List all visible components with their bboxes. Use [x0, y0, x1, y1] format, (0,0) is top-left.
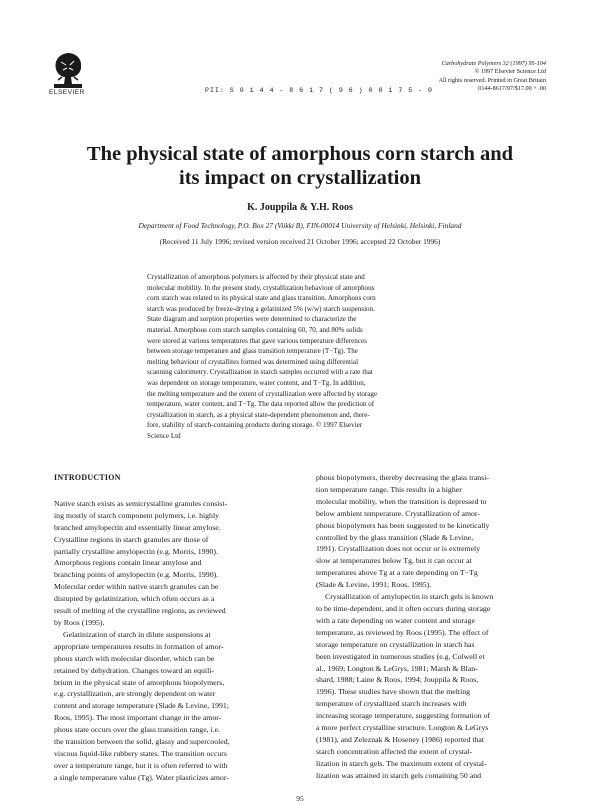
body-line: Gelatinization of starch in dilute suspensions at: [63, 629, 211, 639]
body-line: slow at temperatures below Tg, but it can occur at: [316, 556, 472, 566]
body-line: appropriate temperatures results in formation of amor-: [54, 641, 224, 651]
abstract-line: starch was produced by freeze-drying a gelatinized 5% (w/w) starch suspension.: [147, 304, 375, 313]
body-line: increasing storage temperature, suggesting formation of: [316, 711, 491, 721]
body-line: temperature, as reviewed by Roos (1995). The effect of: [316, 627, 489, 637]
body-line: Roos, 1995). The most important change in the amor-: [54, 713, 222, 723]
body-line: phous state occurs over the glass transition range, i.e.: [54, 725, 221, 735]
body-line: branching points of amylopectin (e.g. Morris, 1990).: [54, 570, 219, 580]
publisher-wordmark: ELSEVIER: [49, 89, 85, 96]
body-line: Crystalline regions in starch granules are those of: [54, 534, 209, 544]
body-line: 1991). Crystallization does not occur or is extremely: [316, 544, 481, 554]
body-line: a single temperature value (Tg). Water plasticizes amor-: [54, 772, 229, 782]
body-line: starch concentration affected the extent of crystal-: [316, 746, 473, 756]
body-line: lization was attained in starch gels containing 50 and: [316, 770, 481, 780]
abstract-line: fore, stability of starch-containing products during storage. © 1997 Elsevier: [147, 421, 363, 430]
abstract-line: Science Ltd: [147, 431, 181, 440]
abstract-line: molecular mobility. In the present study, crystallization behaviour of amorphous: [147, 283, 375, 292]
body-line: with a rate depending on water content and storage: [316, 615, 475, 625]
body-line: retained by dehydration. Changes toward an equili-: [54, 665, 215, 675]
abstract-line: the melting temperature and the extent of crystallization were affected by storage: [147, 389, 378, 398]
body-line: shard, 1988; Laine & Roos, 1994; Jouppila & Roos,: [316, 675, 479, 685]
abstract-line: were stored at various temperatures that gave various temperature differences: [147, 336, 367, 345]
body-line: storage temperature on crystallization in starch has: [316, 639, 475, 649]
abstract-line: between storage temperature and glass transition temperature (T−Tg). The: [147, 347, 358, 356]
abstract-line: melting behaviour of crystallites formed was determined using differential: [147, 357, 359, 366]
body-line: phous starch with molecular disorder, which can be: [54, 653, 215, 663]
body-line: to be time-dependent, and it often occurs during storage: [316, 603, 491, 613]
body-line: 1996). These studies have shown that the melting: [316, 687, 471, 697]
body-line: Amorphous regions contain linear amylose and: [54, 558, 202, 568]
body-line: the transition between the solid, glassy and supercooled,: [54, 737, 230, 747]
article-title: [40, 142, 560, 190]
body-line: temperatures above Tg at a rate depending on T−Tg: [316, 568, 478, 578]
rights-line: All rights reserved. Printed in Great Britain: [438, 76, 546, 84]
body-line: molecular mobility, when the transition is depressed to: [316, 496, 487, 506]
body-line: disrupted by gelatinization, which often occurs as a: [54, 594, 215, 604]
body-line: result of melting of the crystalline regions, as reviewed: [54, 606, 226, 616]
body-line: controlled by the glass transition (Slade & Levine,: [316, 532, 474, 542]
abstract-line: corn starch was related to its physical state and glass transition. Amorphous corn: [147, 294, 376, 303]
left-column: [54, 472, 294, 784]
pii-code: PII: S 0 1 4 4 - 8 6 1 7 ( 9 6 ) 0 0 1 7 5 - 0: [205, 87, 434, 94]
received-dates: (Received 11 July 1996; revised version received 21 October 1996; accepted 22 October 1996): [159, 237, 441, 246]
abstract: [147, 272, 453, 442]
abstract-line: temperature, water content, and T−Tg. The data reported allow the prediction of: [147, 400, 375, 409]
authors: K. Jouppila & Y.H. Roos: [247, 202, 353, 213]
abstract-line: scanning calorimetry. Crystallization in starch samples occurred with a rate that: [147, 368, 373, 377]
body-line: viscous liquid-like rubbery states. The transition occurs: [54, 748, 227, 758]
copyright-line: © 1997 Elsevier Science Ltd: [474, 68, 546, 76]
issn-line: 0144-8617/97/$17.00 + .00: [478, 84, 546, 92]
body-line: been investigated in numerous studies (e.g. Colwell et: [316, 651, 485, 661]
body-line: tion temperature range. This results in a higher: [316, 484, 462, 494]
elsevier-tree-logo-icon: [52, 50, 84, 90]
abstract-line: State diagram and sorption properties were determined to characterize the: [147, 315, 357, 324]
right-column: [316, 472, 556, 782]
title-line: The physical state of amorphous corn starch and: [86, 143, 514, 165]
body-line: (1981), and Zeleznak & Hoseney (1986) reported that: [316, 734, 485, 744]
body-line: brium in the physical state of amorphous biopolymers,: [54, 677, 225, 687]
journal-info: [376, 60, 546, 93]
body-line: branched amylopectin and essentially linear amylose.: [54, 522, 221, 532]
body-line: by Roos (1995).: [54, 617, 105, 627]
abstract-line: material. Amorphous corn starch samples containing 60, 70, and 80% solids: [147, 325, 363, 334]
body-line: content and storage temperature (Slade & Levine, 1991;: [54, 701, 229, 711]
body-line: a more perfect crystalline structure. Longton & LeGrys: [316, 723, 489, 733]
body-line: e.g. crystallization, are strongly dependent on water: [54, 689, 216, 699]
body-line: temperature of crystallized starch increases with: [316, 699, 467, 709]
body-line: al., 1969; Longton & LeGrys, 1981; Marsh & Blan-: [316, 663, 478, 673]
section-heading-introduction: INTRODUCTION: [54, 473, 121, 482]
body-line: (Slade & Levine, 1991; Roos, 1995).: [316, 580, 432, 590]
body-line: phous biopolymers has been suggested to be kinetically: [316, 520, 490, 530]
abstract-line: Crystallization of amorphous polymers is affected by their physical state and: [147, 273, 365, 281]
affiliation: Department of Food Technology, P.O. Box 27 (Viikki B), FIN-00014 University of Helsinki, Helsinki, Finland: [138, 221, 462, 230]
abstract-line: was dependent on storage temperature, water content, and T−Tg. In addition,: [147, 378, 366, 387]
body-line: phous biopolymers, thereby decreasing the glass transi-: [316, 473, 490, 482]
body-line: Molecular order within native starch granules can be: [54, 582, 219, 592]
body-line: Crystallization of amylopectin in starch gels is known: [325, 592, 494, 602]
title-line: its impact on crystallization: [179, 167, 421, 189]
body-line: over a temperature range, but it is often referred to with: [54, 760, 228, 770]
body-line: ing mostly of starch component polymers, i.e. highly: [54, 510, 220, 520]
body-line: below ambient temperature. Crystallization of amor-: [316, 508, 480, 518]
abstract-line: crystallization in starch, as a physical state-dependent phenomenon and, there-: [147, 410, 370, 419]
body-line: Native starch exists as semicrystalline granules consist-: [54, 498, 228, 508]
body-line: partially crystalline amylopectin (e.g. Morris, 1990).: [54, 546, 218, 556]
journal-citation: Carbohydrate Polymers 32 (1997) 95-104: [441, 60, 546, 67]
body-line: lization in starch gels. The maximum extent of crystal-: [316, 758, 487, 768]
page-number: 95: [296, 794, 304, 803]
